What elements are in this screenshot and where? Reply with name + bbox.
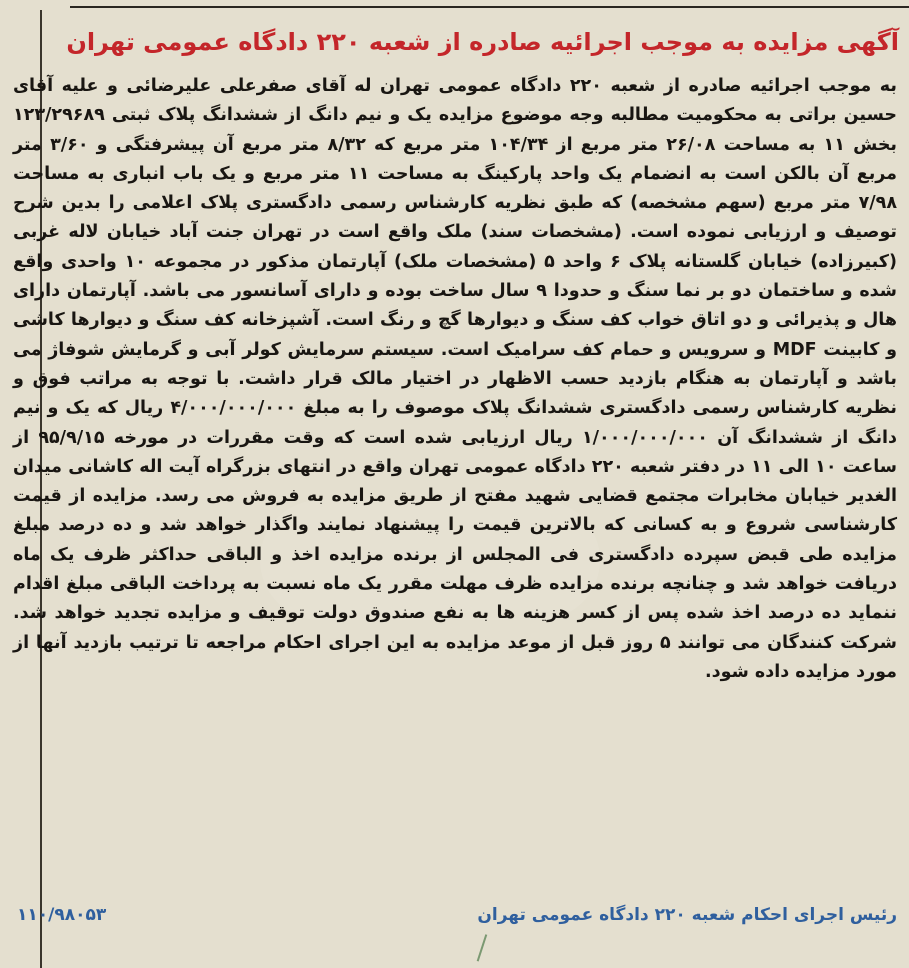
reference-number: ۱۱۰/۹۸۰۵۳ [17,905,107,925]
top-rule [70,6,909,8]
notice-body: به موجب اجرائیه صادره از شعبه ۲۲۰ دادگاه عمومی تهران له آقای صفرعلی علیرضائی و علیه آقای حسین براتی به محکومیت مطالبه وجه موضوع مزایده یک و نیم دانگ از ششدانگ پلاک ثبتی ۱۲۳/۲۹۶۸۹ بخش ۱۱ به مساحت ۲۶/۰۸ متر مربع از ۱۰۴/۳۴ متر مربع که ۸/۳۲ متر مربع آن پیشرفتگی و ۳/۶۰ متر مربع آن بالکن است به انضمام یک واحد پارکینگ به مساحت ۱۱ متر مربع و یک باب انباری به مساحت ۷/۹۸ متر مربع (سهم مشخصه) که طبق نظریه کارشناس رسمی دادگستری پلاک اعلامی را بدین شرح توصیف و ارزیابی نموده است. (مشخصات سند) ملک واقع است در تهران جنت آباد خیابان لاله غربی (کبیرزاده) خیابان گلستانه پلاک ۶ واحد ۵ (مشخصات ملک) آپارتمان مذکور در مجموعه ۱۰ واحدی واقع شده و ساختمان دو بر نما سنگ و حدودا ۹ سال ساخت بوده و دارای آسانسور می باشد. آپارتمان دارای هال و پذیرائی و دو اتاق خواب کف سنگ و دیوارها گچ و رنگ است. آشپزخانه کف سنگ و دیوارها کاشی و کابینت MDF و سرویس و حمام کف سرامیک است. سیستم سرمایش کولر آبی و گرمایش شوفاژ می باشد و آپارتمان به هنگام بازدید حسب الاظهار در اختیار مالک قرار داشت. با توجه به مراتب فوق و نظریه کارشناس رسمی دادگستری ششدانگ پلاک موصوف را به مبلغ ۴/۰۰۰/۰۰۰/۰۰۰ ریال که یک و نیم دانگ از ششدانگ آن ۱/۰۰۰/۰۰۰/۰۰۰ ریال ارزیابی شده است که وقت مقررات در مورخه ۹۵/۹/۱۵ از ساعت ۱۰ الی ۱۱ در دفتر شعبه ۲۲۰ دادگاه عمومی تهران واقع در انتهای بزرگراه آیت اله کاشانی میدان الغدیر خیابان مخابرات مجتمع قضایی شهید مفتح از طریق مزایده به فروش می رسد. مزایده از قیمت کارشناسی شروع و به کسانی که بالاترین قیمت را پیشنهاد نمایند واگذار خواهد شد و ده درصد مبلغ مزایده طی قبض سپرده دادگستری فی المجلس از برنده مزایده اخذ و الباقی حداکثر ظرف یک ماه دریافت خواهد شد و چنانچه برنده مزایده ظرف مهلت مقرر یک ماه نسبت به پرداخت الباقی مبلغ اقدام ننماید ده درصد اخذ شده پس از کسر هزینه ها به نفع صندوق دولت توقیف و مزایده تجدید خواهد شد. شرکت کنندگان می توانند ۵ روز قبل از موعد مزایده به این اجرای احکام مراجعه تا ترتیب بازدید آنها از مورد مزایده داده شود. [13,76,898,682]
signer-title: رئیس اجرای احکام شعبه ۲۲۰ دادگاه عمومی تهران [477,905,897,925]
notice-title: آگهی مزایده به موجب اجرائیه صادره از شعبه ۲۲۰ دادگاه عمومی تهران [66,28,899,56]
notice-footer [13,898,897,932]
